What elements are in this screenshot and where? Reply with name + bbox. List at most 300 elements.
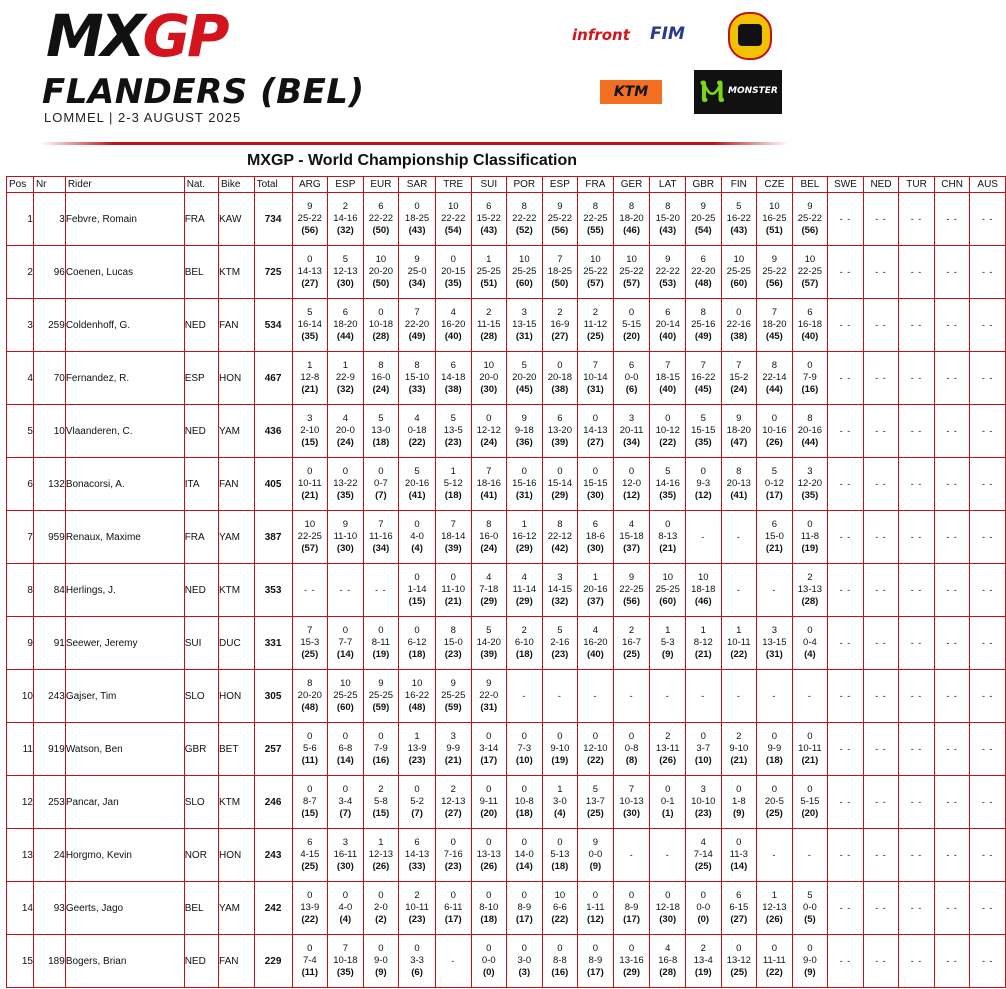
- round-heats: 20-5: [764, 796, 784, 807]
- round-empty-cell: -: [792, 829, 828, 882]
- round-empty-cell: -: [578, 670, 614, 723]
- round-result-cell: [471, 564, 507, 617]
- round-result-cell: [435, 882, 471, 935]
- round-empty-cell: - -: [970, 723, 1006, 776]
- round-bonus: 5: [736, 201, 742, 212]
- round-result-cell: [435, 246, 471, 299]
- round-tot: (35): [336, 490, 354, 501]
- round-tot: (27): [730, 914, 748, 925]
- round-empty-cell: - -: [899, 829, 935, 882]
- round-heats: 15-16: [512, 478, 537, 489]
- round-heats: 13-4: [693, 955, 713, 966]
- round-result-cell: [792, 405, 828, 458]
- cell-total: 725: [254, 246, 292, 299]
- table-header: [7, 177, 1006, 193]
- round-tot: (28): [372, 331, 390, 342]
- round-tot: (22): [551, 914, 569, 925]
- round-heats: 25-22: [762, 266, 787, 277]
- cell-total: 246: [254, 776, 292, 829]
- round-tot: (17): [586, 967, 604, 978]
- round-heats: 11-11: [762, 955, 786, 966]
- round-heats: 7-3: [517, 743, 532, 754]
- round-bonus: 0: [771, 943, 778, 954]
- round-empty-cell: -: [792, 670, 828, 723]
- round-result-cell: [686, 246, 722, 299]
- round-tot: (28): [480, 331, 498, 342]
- round-result-cell: [292, 458, 328, 511]
- round-tot: (50): [551, 278, 569, 289]
- round-heats: 12-13: [368, 849, 394, 860]
- round-tot: (7): [411, 808, 423, 819]
- round-bonus: 7: [700, 360, 706, 371]
- round-bonus: 2: [557, 307, 563, 318]
- round-bonus: 0: [521, 890, 527, 901]
- cell-total: 353: [254, 564, 292, 617]
- round-heats: 25-25: [512, 266, 537, 277]
- round-bonus: 0: [450, 890, 456, 901]
- round-bonus: 1: [736, 625, 742, 636]
- cell-rider: Coldenhoff, G.: [65, 299, 184, 352]
- cell-nat: FRA: [184, 193, 218, 246]
- round-result-cell: [650, 511, 686, 564]
- round-heats: 3-14: [479, 743, 499, 754]
- cell-nr: 243: [33, 670, 65, 723]
- round-bonus: 0: [736, 784, 742, 795]
- infront-logo: infront: [572, 26, 630, 44]
- round-heats: 16-7: [622, 637, 642, 648]
- classification-table: [6, 176, 1006, 988]
- round-heats: 0-0: [696, 902, 711, 913]
- round-heats: 16-12: [512, 531, 537, 542]
- round-result-cell: [363, 882, 399, 935]
- round-bonus: 0: [414, 943, 420, 954]
- col-round-sar: SAR: [399, 177, 436, 193]
- round-result-cell: [542, 723, 578, 776]
- round-result-cell: [328, 882, 364, 935]
- round-tot: (30): [336, 543, 354, 554]
- round-bonus: 0: [628, 890, 635, 901]
- cell-bike: YAM: [219, 511, 255, 564]
- round-bonus: 0: [807, 360, 813, 371]
- cell-nr: 259: [33, 299, 65, 352]
- round-bonus: 0: [557, 837, 563, 848]
- round-result-cell: [363, 935, 399, 988]
- round-result-cell: [757, 193, 793, 246]
- round-bonus: 2: [665, 731, 671, 742]
- round-result-cell: [399, 193, 436, 246]
- round-result-cell: [471, 511, 507, 564]
- round-heats: 12-13: [441, 796, 466, 807]
- round-bonus: 7: [592, 360, 599, 371]
- round-heats: 16-14: [297, 319, 322, 330]
- table-row: [7, 882, 1006, 935]
- round-tot: (12): [694, 490, 712, 501]
- round-tot: (45): [515, 384, 533, 395]
- round-heats: 4-15: [300, 849, 320, 860]
- round-tot: (8): [625, 755, 638, 766]
- round-result-cell: [650, 299, 686, 352]
- round-tot: (6): [411, 967, 423, 978]
- cell-total: 257: [254, 723, 292, 776]
- round-result-cell: [686, 723, 722, 776]
- round-bonus: 7: [557, 254, 563, 265]
- fim-logo: FIM: [650, 24, 685, 44]
- round-empty-cell: - -: [828, 352, 864, 405]
- round-bonus: 5: [521, 360, 527, 371]
- round-tot: (50): [372, 225, 390, 236]
- round-bonus: 0: [592, 890, 599, 901]
- cell-bike: KTM: [219, 564, 255, 617]
- round-result-cell: [613, 405, 650, 458]
- cell-total: 305: [254, 670, 292, 723]
- round-result-cell: [292, 511, 328, 564]
- round-tot: (24): [336, 437, 354, 448]
- round-empty-cell: - -: [934, 617, 970, 670]
- round-heats: 14-15: [547, 584, 573, 595]
- round-heats: 18-20: [726, 425, 751, 436]
- round-tot: (18): [765, 755, 783, 766]
- round-bonus: 1: [771, 890, 778, 901]
- round-tot: (5): [804, 914, 816, 925]
- round-result-cell: [792, 511, 828, 564]
- round-bonus: 0: [592, 731, 599, 742]
- round-bonus: 2: [450, 784, 456, 795]
- round-bonus: 4: [342, 413, 349, 424]
- cell-rider: Coenen, Lucas: [65, 246, 184, 299]
- cell-rider: Herlings, J.: [65, 564, 184, 617]
- round-bonus: 2: [628, 625, 635, 636]
- round-heats: 13-12: [726, 955, 751, 966]
- round-result-cell: [292, 299, 328, 352]
- round-bonus: 9: [628, 572, 635, 583]
- round-result-cell: [613, 299, 650, 352]
- round-result-cell: [578, 564, 614, 617]
- round-heats: 8-9: [517, 902, 532, 913]
- col-round-tur: TUR: [899, 177, 935, 193]
- round-tot: (40): [801, 331, 819, 342]
- round-result-cell: [507, 246, 543, 299]
- round-heats: 10-18: [368, 319, 394, 330]
- cell-nat: NED: [184, 299, 218, 352]
- round-heats: 8-11: [371, 637, 391, 648]
- round-result-cell: [542, 193, 578, 246]
- round-tot: (18): [480, 914, 498, 925]
- round-empty-cell: - -: [934, 458, 970, 511]
- round-bonus: 9: [700, 201, 706, 212]
- round-heats: 10-13: [619, 796, 644, 807]
- round-tot: (45): [694, 384, 712, 395]
- round-result-cell: [435, 617, 471, 670]
- col-round-tre: TRE: [435, 177, 471, 193]
- round-tot: (33): [408, 861, 426, 872]
- col-round-aus: AUS: [970, 177, 1006, 193]
- cell-total: 534: [254, 299, 292, 352]
- table-row: [7, 193, 1006, 246]
- round-bonus: 0: [486, 943, 492, 954]
- round-heats: 18-20: [619, 213, 644, 224]
- round-tot: (2): [375, 914, 387, 925]
- round-result-cell: [507, 776, 543, 829]
- round-result-cell: [435, 405, 471, 458]
- round-tot: (17): [480, 755, 498, 766]
- round-result-cell: [292, 352, 328, 405]
- cell-pos: 5: [7, 405, 34, 458]
- cell-nat: SUI: [184, 617, 218, 670]
- round-tot: (21): [694, 649, 712, 660]
- round-tot: (27): [586, 437, 604, 448]
- round-result-cell: [792, 564, 828, 617]
- cell-rider: Fernandez, R.: [65, 352, 184, 405]
- round-tot: (29): [480, 596, 498, 607]
- round-result-cell: [363, 458, 399, 511]
- round-heats: 16-22: [726, 213, 751, 224]
- round-bonus: 0: [736, 307, 742, 318]
- round-result-cell: [471, 193, 507, 246]
- round-heats: 8-12: [693, 637, 713, 648]
- round-heats: 4-0: [410, 531, 424, 542]
- round-heats: 20-15: [441, 266, 466, 277]
- round-result-cell: [578, 299, 614, 352]
- round-bonus: 9: [807, 201, 813, 212]
- round-result-cell: [650, 458, 686, 511]
- round-tot: (16): [801, 384, 819, 395]
- round-bonus: 7: [307, 625, 313, 636]
- round-result-cell: [399, 776, 436, 829]
- round-bonus: 3: [771, 625, 778, 636]
- round-heats: 22-22: [512, 213, 537, 224]
- round-bonus: 0: [378, 625, 384, 636]
- round-tot: (56): [801, 225, 819, 236]
- round-result-cell: [363, 511, 399, 564]
- round-bonus: 0: [307, 784, 313, 795]
- cell-nat: NED: [184, 935, 218, 988]
- round-bonus: 0: [521, 731, 527, 742]
- cell-rider: Seewer, Jeremy: [65, 617, 184, 670]
- round-tot: (11): [301, 755, 318, 766]
- round-result-cell: [613, 564, 650, 617]
- round-heats: 0-0: [624, 372, 639, 383]
- round-tot: (25): [730, 967, 748, 978]
- round-tot: (24): [730, 384, 748, 395]
- round-result-cell: [792, 193, 828, 246]
- round-heats: 0-0: [588, 849, 603, 860]
- round-bonus: 6: [628, 360, 635, 371]
- round-result-cell: [721, 299, 757, 352]
- round-heats: 14-18: [441, 372, 466, 383]
- round-result-cell: [613, 776, 650, 829]
- round-result-cell: [613, 511, 650, 564]
- round-heats: 5-15: [622, 319, 642, 330]
- round-tot: (4): [554, 808, 566, 819]
- round-bonus: 1: [342, 360, 349, 371]
- cell-total: 734: [254, 193, 292, 246]
- round-tot: (20): [480, 808, 498, 819]
- round-result-cell: [435, 564, 471, 617]
- round-result-cell: [507, 405, 543, 458]
- round-tot: (6): [625, 384, 638, 395]
- round-heats: 9-11: [479, 796, 498, 807]
- round-bonus: 8: [807, 413, 813, 424]
- round-result-cell: [650, 935, 686, 988]
- round-bonus: 0: [486, 413, 492, 424]
- round-bonus: 5: [592, 784, 599, 795]
- round-heats: 13-16: [619, 955, 644, 966]
- round-heats: 25-25: [441, 690, 466, 701]
- round-tot: (19): [801, 543, 819, 554]
- round-heats: 13-13: [476, 849, 501, 860]
- cell-rider: Gajser, Tim: [65, 670, 184, 723]
- round-empty-cell: - -: [934, 935, 970, 988]
- round-empty-cell: - -: [970, 193, 1006, 246]
- round-tot: (51): [480, 278, 498, 289]
- round-heats: 15-20: [655, 213, 680, 224]
- round-empty-cell: -: [757, 564, 793, 617]
- round-empty-cell: - -: [363, 564, 399, 617]
- round-tot: (22): [301, 914, 319, 925]
- round-bonus: 2: [414, 890, 420, 901]
- round-bonus: 0: [378, 943, 384, 954]
- round-heats: 14-0: [514, 849, 534, 860]
- round-result-cell: [399, 458, 436, 511]
- cell-nr: 84: [33, 564, 65, 617]
- round-heats: 18-18: [691, 584, 716, 595]
- round-tot: (32): [336, 225, 354, 236]
- round-tot: (42): [551, 543, 569, 554]
- round-bonus: 0: [807, 519, 813, 530]
- round-bonus: 5: [557, 625, 563, 636]
- round-tot: (0): [482, 967, 495, 978]
- round-bonus: 0: [592, 466, 599, 477]
- round-heats: 16-11: [333, 849, 358, 860]
- round-bonus: 0: [486, 731, 492, 742]
- round-result-cell: [471, 935, 507, 988]
- round-bonus: 9: [771, 254, 778, 265]
- round-empty-cell: - -: [934, 193, 970, 246]
- round-result-cell: [686, 776, 722, 829]
- round-heats: 25-22: [297, 213, 322, 224]
- round-bonus: 5: [414, 466, 420, 477]
- round-tot: (30): [586, 490, 604, 501]
- round-bonus: 10: [804, 254, 816, 265]
- round-result-cell: [721, 458, 757, 511]
- round-heats: 8-8: [553, 955, 567, 966]
- round-tot: (0): [697, 914, 710, 925]
- round-heats: 10-11: [727, 637, 751, 648]
- round-tot: (35): [694, 437, 712, 448]
- round-result-cell: [757, 882, 793, 935]
- col-nat: Nat.: [184, 177, 218, 193]
- round-heats: 2-16: [550, 637, 570, 648]
- round-tot: (4): [339, 914, 352, 925]
- cell-nr: 10: [33, 405, 65, 458]
- round-tot: (44): [801, 437, 819, 448]
- cell-pos: 13: [7, 829, 34, 882]
- round-tot: (25): [301, 649, 319, 660]
- round-bonus: 0: [592, 413, 599, 424]
- round-heats: 13-9: [407, 743, 427, 754]
- round-tot: (15): [301, 808, 319, 819]
- cell-rider: Geerts, Jago: [65, 882, 184, 935]
- round-result-cell: [757, 617, 793, 670]
- round-heats: 15-0: [764, 531, 784, 542]
- round-heats: 6-6: [553, 902, 567, 913]
- cell-total: 242: [254, 882, 292, 935]
- round-heats: 22-22: [441, 213, 466, 224]
- round-heats: 14-13: [583, 425, 608, 436]
- round-bonus: 6: [307, 837, 313, 848]
- round-tot: (54): [694, 225, 712, 236]
- round-result-cell: [292, 723, 328, 776]
- round-tot: (33): [408, 384, 426, 395]
- round-bonus: 0: [771, 413, 778, 424]
- round-result-cell: [578, 352, 614, 405]
- round-bonus: 0: [450, 572, 456, 583]
- round-heats: 25-25: [655, 584, 680, 595]
- round-result-cell: [328, 299, 364, 352]
- round-result-cell: [363, 670, 399, 723]
- round-tot: (49): [408, 331, 426, 342]
- round-result-cell: [507, 723, 543, 776]
- round-heats: 3-4: [338, 796, 353, 807]
- round-bonus: 7: [450, 519, 456, 530]
- round-bonus: 0: [307, 890, 313, 901]
- round-heats: 22-12: [547, 531, 573, 542]
- round-bonus: 9: [450, 678, 456, 689]
- col-round-arg: ARG: [292, 177, 328, 193]
- round-tot: (38): [551, 384, 569, 395]
- round-bonus: 10: [769, 201, 780, 212]
- round-bonus: 0: [700, 466, 706, 477]
- round-empty-cell: - -: [970, 299, 1006, 352]
- round-bonus: 8: [378, 360, 384, 371]
- cell-rider: Febvre, Romain: [65, 193, 184, 246]
- round-result-cell: [363, 776, 399, 829]
- round-bonus: 10: [340, 678, 351, 689]
- round-result-cell: [507, 564, 543, 617]
- mxgp-logo: MXGP: [46, 2, 227, 70]
- round-heats: 22-14: [762, 372, 787, 383]
- round-bonus: 3: [450, 731, 456, 742]
- table-row: [7, 617, 1006, 670]
- round-heats: 22-25: [619, 584, 644, 595]
- round-bonus: 9: [665, 254, 671, 265]
- round-heats: 2-10: [300, 425, 320, 436]
- round-heats: 11-3: [729, 849, 748, 860]
- round-tot: (12): [586, 914, 604, 925]
- round-bonus: 10: [697, 572, 709, 583]
- cell-pos: 11: [7, 723, 34, 776]
- round-result-cell: [328, 352, 364, 405]
- round-tot: (3): [518, 967, 531, 978]
- round-result-cell: [686, 352, 722, 405]
- round-tot: (57): [586, 278, 604, 289]
- round-heats: 15-14: [547, 478, 573, 489]
- round-bonus: 1: [521, 519, 527, 530]
- round-heats: 7-18: [479, 584, 499, 595]
- round-empty-cell: - -: [970, 776, 1006, 829]
- round-bonus: 8: [521, 201, 527, 212]
- round-tot: (17): [444, 914, 462, 925]
- round-tot: (18): [408, 649, 426, 660]
- round-empty-cell: - -: [828, 458, 864, 511]
- round-tot: (59): [444, 702, 462, 713]
- round-heats: 7-7: [338, 637, 353, 648]
- round-result-cell: [328, 511, 364, 564]
- round-result-cell: [471, 882, 507, 935]
- round-tot: (18): [372, 437, 390, 448]
- round-result-cell: [650, 882, 686, 935]
- round-result-cell: [650, 193, 686, 246]
